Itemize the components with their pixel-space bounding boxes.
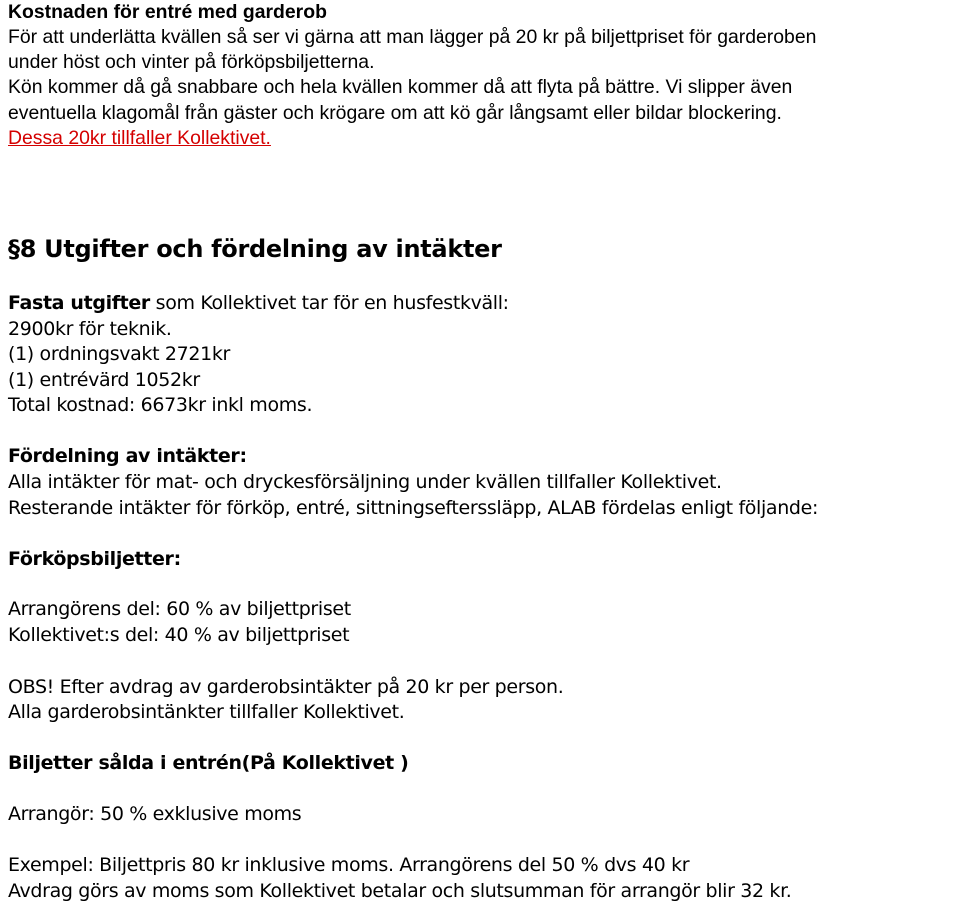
income-line: Alla intäkter för mat- och dryckesförsäljning under kvällen tillfaller Kollektivet. bbox=[8, 471, 722, 493]
fixed-costs-rest: som Kollektivet tar för en husfestkväll: bbox=[149, 292, 509, 314]
cost-item: (1) entrévärd 1052kr bbox=[8, 369, 200, 391]
red-note: Dessa 20kr tillfaller Kollektivet. bbox=[8, 127, 271, 149]
obs-line: Alla garderobsintänkter tillfaller Kollektivet. bbox=[8, 701, 405, 723]
cost-item: (1) ordningsvakt 2721kr bbox=[8, 343, 230, 365]
cost-item: 2900kr för teknik. bbox=[8, 318, 172, 340]
door-sales-line: Arrangör: 50 % exklusive moms bbox=[8, 803, 302, 825]
fixed-costs-bold: Fasta utgifter bbox=[8, 292, 150, 314]
paragraph-line: eventuella klagomål från gäster och krögare om att kö går långsamt eller bildar blockering. bbox=[8, 102, 782, 124]
example-line: Exempel: Biljettpris 80 kr inklusive moms. Arrangörens del 50 % dvs 40 kr bbox=[8, 854, 690, 876]
paragraph-line: under höst och vinter på förköpsbiljetterna. bbox=[8, 51, 375, 73]
presale-line: Kollektivet:s del: 40 % av biljettpriset bbox=[8, 624, 350, 646]
door-sales-label: Biljetter sålda i entrén(På Kollektivet ) bbox=[8, 752, 409, 774]
section-8-title: §8 Utgifter och fördelning av intäkter bbox=[8, 235, 502, 263]
garderob-heading: Kostnaden för entré med garderob bbox=[8, 1, 327, 23]
income-label: Fördelning av intäkter: bbox=[8, 445, 247, 467]
paragraph-line: Kön kommer då gå snabbare och hela kvällen kommer då att flyta på bättre. Vi slipper även bbox=[8, 76, 793, 98]
obs-line: OBS! Efter avdrag av garderobsintäkter på 20 kr per person. bbox=[8, 676, 564, 698]
presale-line: Arrangörens del: 60 % av biljettpriset bbox=[8, 598, 351, 620]
example-line: Avdrag görs av moms som Kollektivet betalar och slutsumman för arrangör blir 32 kr. bbox=[8, 880, 792, 902]
cost-total: Total kostnad: 6673kr inkl moms. bbox=[8, 394, 313, 416]
fixed-costs-label bbox=[8, 292, 509, 314]
paragraph-line: För att underlätta kvällen så ser vi gärna att man lägger på 20 kr på biljettpriset för garderoben bbox=[8, 26, 817, 48]
presale-label: Förköpsbiljetter: bbox=[8, 548, 181, 570]
income-line: Resterande intäkter för förköp, entré, sittningsefterssläpp, ALAB fördelas enligt följande: bbox=[8, 497, 818, 519]
